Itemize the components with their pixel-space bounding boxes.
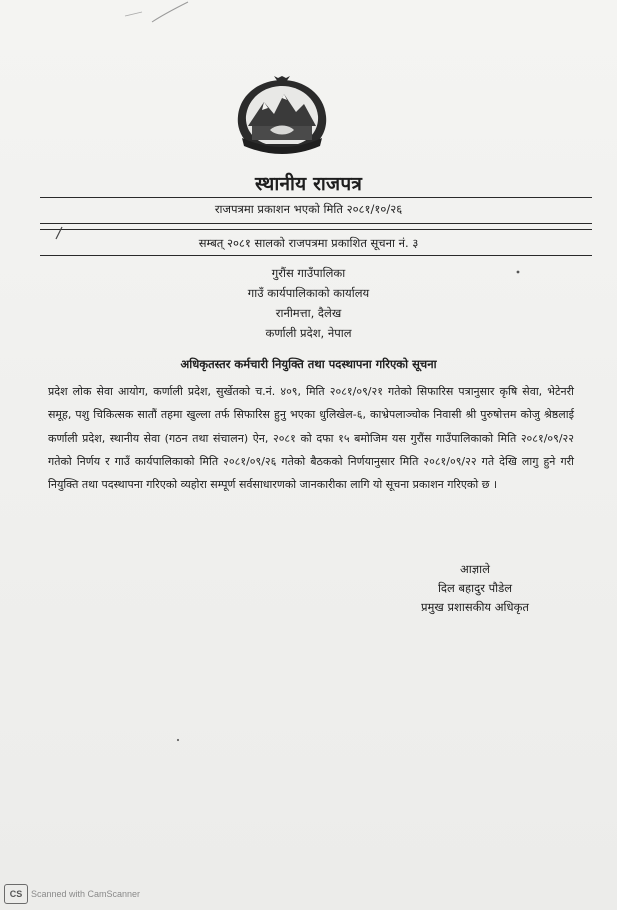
by-order-label: आज्ञाले [460, 562, 490, 576]
publish-date-line: राजपत्रमा प्रकाशन भएको मिति २०८१/१०/२६ [214, 202, 403, 216]
pen-stroke-mark [124, 10, 144, 18]
signatory-name: दिल बहादुर पौडेल [437, 581, 513, 595]
divider-line [40, 223, 592, 224]
divider-line [40, 229, 592, 230]
office-address-line-3: रानीमत्ता, दैलेख [275, 306, 342, 320]
gazette-title: स्थानीय राजपत्र [254, 173, 363, 195]
nepal-coat-of-arms-icon [234, 76, 330, 158]
divider-line [40, 197, 592, 198]
signatory-designation: प्रमुख प्रशासकीय अधिकृत [421, 600, 529, 614]
signature-block [400, 560, 550, 617]
office-address-line-1: गुरौंस गाउँपालिका [271, 266, 346, 280]
office-address-line-4: कर्णाली प्रदेश, नेपाल [265, 326, 352, 340]
notice-number-line: सम्बत् २०८१ सालको राजपत्रमा प्रकाशित सूचना नं. ३ [198, 236, 419, 250]
notice-subject: अधिकृतस्तर कर्मचारी नियुक्ति तथा पदस्थापना गरिएको सूचना [180, 357, 437, 371]
notice-body-paragraph: प्रदेश लोक सेवा आयोग, कर्णाली प्रदेश, सुर्खेतको च.नं. ४०९, मिति २०८१/०९/२१ गतेको सिफारिस पत्रानुसार कृषि सेवा, भेटेनरी समूह, पशु चिकित्सक सातौं तहमा खुल्ला तर्फ सिफारिस हुनु भएका धुलिखेल-६, काभ्रेपलाञ्चोक निवासी श्री पुरुषोत्तम कोजु श्रेष्ठलाई कर्णाली प्रदेश, स्थानीय सेवा (गठन तथा संचालन) ऐन, २०८१ को दफा १५ बमोजिम यस गुरौंस गाउँपालिकाको मिति २०८१/०९/२२ गतेको निर्णय र गाउँ कार्यपालिकाको मिति २०८१/०९/२६ गतेको बैठकको निर्णयानुसार मिति २०८१/०९/२२ गते देखि लागु हुने गरी नियुक्ति तथा पदस्थापना गरिएको व्यहोरा सम्पूर्ण सर्वसाधारणको जानकारीका लागि यो सूचना प्रकाशन गरिएको छ । [48, 385, 574, 492]
camscanner-logo: CS [4, 884, 28, 904]
stray-dot-mark [516, 270, 520, 274]
camscanner-watermark: Scanned with CamScanner [31, 889, 141, 899]
pen-stroke-mark [150, 0, 190, 24]
office-address-line-2: गाउँ कार्यपालिकाको कार्यालय [247, 286, 370, 300]
divider-line [40, 255, 592, 256]
stray-dot-mark [176, 738, 180, 742]
